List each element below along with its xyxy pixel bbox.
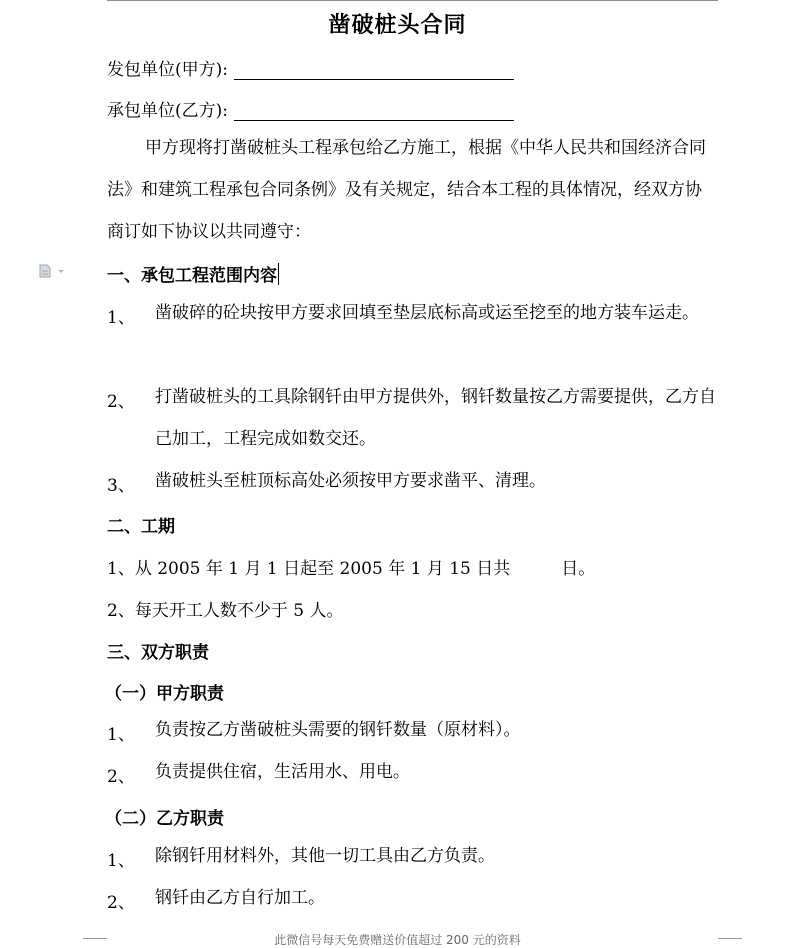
section1-item1-number: 1、 xyxy=(107,308,135,328)
party-a-duty2-number: 2、 xyxy=(107,767,135,787)
party-b-duty2-text: 钢钎由乙方自行加工。 xyxy=(155,888,325,908)
section3-heading: 三、双方职责 xyxy=(107,643,209,663)
text-cursor xyxy=(278,263,279,285)
section1-item3-number: 3、 xyxy=(107,476,135,496)
party-b-label: 承包单位(乙方): xyxy=(107,101,228,121)
party-b-duties-heading: （二）乙方职责 xyxy=(105,809,224,829)
section1-item2-number: 2、 xyxy=(107,392,135,412)
party-b-blank[interactable] xyxy=(234,102,514,121)
party-a-duties-heading: （一）甲方职责 xyxy=(105,684,224,704)
section1-item3-text: 凿破桩头至桩顶标高处必须按甲方要求凿平、清理。 xyxy=(155,471,546,491)
document-title: 凿破桩头合同 xyxy=(328,12,467,38)
page-top-rule xyxy=(107,0,718,1)
party-b-duty2-number: 2、 xyxy=(107,893,135,913)
party-a-line xyxy=(107,55,514,80)
party-b-duty1-number: 1、 xyxy=(107,851,135,871)
section1-heading: 一、承包工程范围内容 xyxy=(107,261,279,286)
paragraph-handle-icon[interactable] xyxy=(38,264,64,278)
party-a-duty2-text: 负责提供住宿，生活用水、用电。 xyxy=(155,762,410,782)
section1-item1-text: 凿破碎的砼块按甲方要求回填至垫层底标高或运至挖至的地方装车运走。 xyxy=(155,303,699,323)
section2-heading: 二、工期 xyxy=(107,517,175,537)
schedule-line-2: 2、每天开工人数不少于 5 人。 xyxy=(107,601,344,621)
page-footer-text: 此微信号每天免费赠送价值超过 200 元的资料 xyxy=(274,933,521,947)
party-b-duty1-text: 除钢钎用材料外，其他一切工具由乙方负责。 xyxy=(155,846,495,866)
party-a-duty1-text: 负责按乙方凿破桩头需要的钢钎数量（原材料）。 xyxy=(155,720,521,740)
party-b-line xyxy=(107,96,514,121)
party-a-blank[interactable] xyxy=(234,61,514,80)
party-a-label: 发包单位(甲方): xyxy=(107,60,228,80)
intro-paragraph: 甲方现将打凿破桩头工程承包给乙方施工，根据《中华人民共和国经济合同法》和建筑工程承包合同条例》及有关规定，结合本工程的具体情况，经双方协商订如下协议以共同遵守： xyxy=(107,138,706,242)
section1-item2-text: 打凿破桩头的工具除钢钎由甲方提供外，钢钎数量按乙方需要提供，乙方自己加工，工程完成如数交还。 xyxy=(155,387,716,449)
schedule-line-1: 1、从 2005 年 1 月 1 日起至 2005 年 1 月 15 日共 日。 xyxy=(107,559,596,579)
party-a-duty1-number: 1、 xyxy=(107,725,135,745)
